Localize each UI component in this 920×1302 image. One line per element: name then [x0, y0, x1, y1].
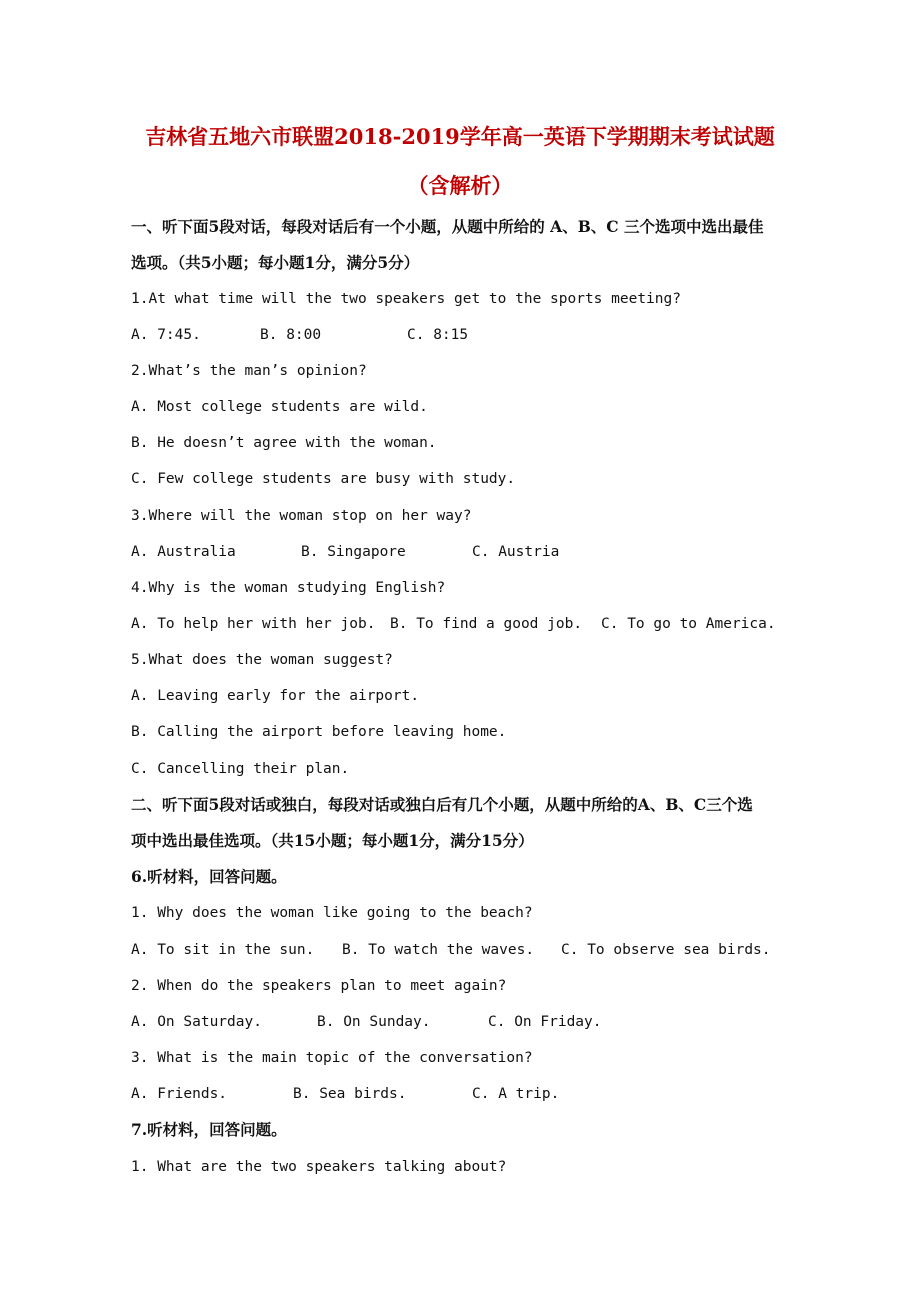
question-3-options — [131, 542, 559, 562]
option-b: B. Sea birds. — [293, 1086, 407, 1102]
option-c: C. 8:15 — [407, 327, 469, 343]
part2-heading-cont: 项中选出最佳选项。（共15小题；每小题1分，满分15分） — [131, 831, 534, 850]
option-b: B. Calling the airport before leaving home. — [131, 724, 507, 740]
option-a: A. To help her with her job. — [131, 616, 376, 632]
option-a: A. Australia — [131, 544, 236, 560]
material-6-label: 6.听材料，回答问题。 — [131, 867, 287, 886]
question-3: 3.Where will the woman stop on her way? — [131, 508, 472, 524]
question-5: 5.What does the woman suggest? — [131, 652, 393, 668]
question-6-3: 3. What is the main topic of the conversation? — [131, 1050, 533, 1066]
option-a: A. Friends. — [131, 1086, 228, 1102]
question-2: 2.What’s the man’s opinion? — [131, 363, 367, 379]
material-7-label: 7.听材料，回答问题。 — [131, 1120, 287, 1139]
option-b: B. 8:00 — [260, 327, 322, 343]
document-title-note: （含解析） — [407, 173, 513, 198]
option-c: C. Cancelling their plan. — [131, 761, 350, 777]
part1-heading: 一、听下面5段对话，每段对话后有一个小题，从题中所给的 A、B、C 三个选项中选出最佳 — [131, 217, 764, 236]
option-b: B. Singapore — [301, 544, 406, 560]
option-c: C. A trip. — [472, 1086, 560, 1102]
question-4-options — [131, 614, 776, 634]
option-c: C. Austria — [472, 544, 560, 560]
question-6-3-options — [131, 1084, 559, 1104]
option-b: B. He doesn’t agree with the woman. — [131, 435, 437, 451]
question-1: 1.At what time will the two speakers get to the sports meeting? — [131, 291, 681, 307]
option-c: C. On Friday. — [488, 1014, 602, 1030]
option-b: B. To find a good job. — [390, 616, 583, 632]
option-c: C. Few college students are busy with study. — [131, 471, 516, 487]
part2-heading: 二、听下面5段对话或独白，每段对话或独白后有几个小题，从题中所给的A、B、C三个选 — [131, 795, 753, 814]
option-b: B. To watch the waves. — [342, 942, 535, 958]
option-a: A. Leaving early for the airport. — [131, 688, 420, 704]
question-4: 4.Why is the woman studying English? — [131, 580, 446, 596]
question-6-2-options — [131, 1012, 602, 1032]
option-a: A. 7:45. — [131, 327, 201, 343]
document-title: 吉林省五地六市联盟2018-2019学年高一英语下学期期末考试试题 — [145, 124, 775, 149]
part1-heading-cont: 选项。（共5小题；每小题1分，满分5分） — [131, 253, 420, 272]
option-b: B. On Sunday. — [317, 1014, 431, 1030]
question-7-1: 1. What are the two speakers talking about? — [131, 1159, 507, 1175]
option-c: C. To go to America. — [601, 616, 776, 632]
option-a: A. On Saturday. — [131, 1014, 262, 1030]
question-6-2: 2. When do the speakers plan to meet again? — [131, 978, 507, 994]
option-a: A. Most college students are wild. — [131, 399, 428, 415]
question-6-1: 1. Why does the woman like going to the beach? — [131, 905, 533, 921]
question-1-options — [131, 325, 468, 345]
question-6-1-options — [131, 940, 771, 960]
option-a: A. To sit in the sun. — [131, 942, 315, 958]
option-c: C. To observe sea birds. — [561, 942, 771, 958]
